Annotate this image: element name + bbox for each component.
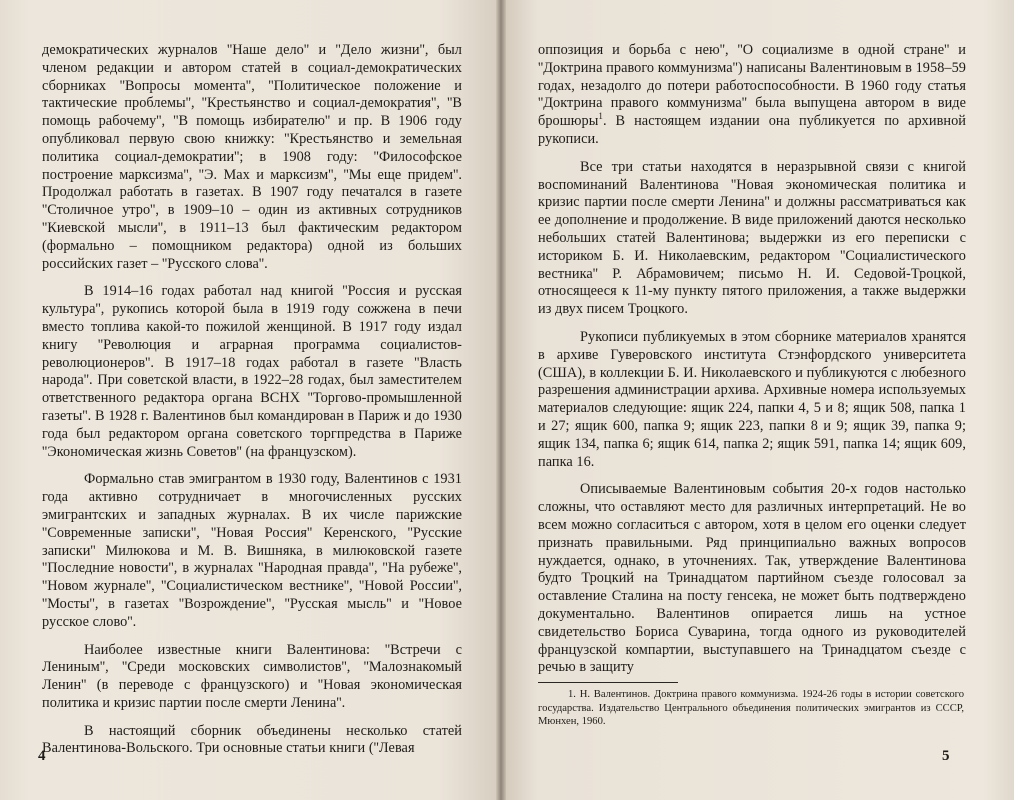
right-page: [502, 0, 1014, 800]
paragraph: Рукописи публикуемых в этом сборнике материалов хранятся в архиве Гуверовского института Стэнфордского университета (США), в коллекции Б. И. Николаевского и публикуются с любезного разрешения администрации архива. Архивные номера используемых материалов следующие: ящик 224, папки 4, 5 и 8; ящик 508, папка 1 и 27; ящик 600, папка 9; ящик 223, папки 8 и 9; ящик 39, папка 9; ящик 134, папка 6; ящик 614, папка 2; ящик 591, папка 14; ящик 609, папка 16.: [538, 328, 966, 470]
paragraph: Формально став эмигрантом в 1930 году, Валентинов с 1931 года активно сотрудничает в многочисленных русских эмигрантских и западных журналах. В их числе парижские ''Современные записки'', ''Новая Россия'' Керенского, ''Русские записки'' Милюкова и М. В. Вишняка, в милюковской газете ''Последние новости'', в журналах ''Народная правда'', ''На рубеже'', ''Новом журнале'', ''Социалистическом вестнике'', ''Новой России'', ''Мосты'', в газетах ''Возрождение'', ''Русская мысль'' и ''Новое русское слово''.: [42, 471, 462, 630]
left-page: [0, 0, 500, 800]
right-page-text: [538, 42, 966, 687]
paragraph: демократических журналов ''Наше дело'' и ''Дело жизни'', был членом редакции и автором статей в социал-демократических сборниках ''Вопросы момента'', ''Политическое положение и тактические проблемы'', ''Крестьянство и социал-демократия'', ''В помощь рабочему'', ''В помощь избирателю'' и пр. В 1906 году опубликовал первую свою книжку: ''Крестьянство и земельная политика социал-демократии''; в 1908 году: ''Философское построение марксизма'', ''Э. Мах и марксизм'', ''Мы еще придем''. Продолжал работать в газетах. В 1907 году печатался в газете ''Столичное утро'', в 1909–10 – один из активных сотрудников ''Киевской мысли'', в 1911–13 был фактическим редактором (формально – помощником редактора) одной из больших российских газет – ''Русского слова''.: [42, 42, 462, 272]
paragraph-tail: . В настоящем издании она публикуется по архивной рукописи.: [538, 113, 966, 147]
paragraph: Описываемые Валентиновым события 20-х годов настолько сложны, что оставляют место для различных интерпретаций. Не во всем можно согласиться с автором, хотя в целом его оценки следует признать правильными. Ряд принципиально важных вопросов нуждается, однако, в уточнениях. Так, утверждение Валентинова будто Троцкий на Тринадцатом партийном съезде голосовал за оставление Сталина на посту генсека, не может быть подтверждено документально. Валентинов опирается лишь на устное свидетельство Бориса Суварина, тогда одного из руководителей французской компартии, выступавшего на Тринадцатом съезде с речью в защиту: [538, 481, 966, 676]
footnote-divider: [538, 682, 678, 683]
page-number: 4: [38, 748, 46, 764]
footnote-marker[interactable]: 1: [598, 111, 603, 122]
paragraph: Наиболее известные книги Валентинова: ''Встречи с Лениным'', ''Среди московских символистов'', ''Малознакомый Ленин'' (в переводе с французского) и ''Новая экономическая политика и кризис партии после смерти Ленина''.: [42, 641, 462, 711]
book-gutter: [496, 0, 506, 800]
left-page-text: [42, 42, 462, 768]
page-number: 5: [942, 748, 950, 764]
paragraph: [538, 42, 966, 149]
paragraph-text: оппозиция и борьба с нею'', ''О социализме в одной стране'' и ''Доктрина правого коммунизма'') написаны Валентиновым в 1958–59 годах, незадолго до потери работоспособности. В 1960 году статья ''Доктрина правого коммунизма'' была выпущена автором в виде брошюры: [538, 42, 966, 130]
paragraph: В настоящий сборник объединены несколько статей Валентинова-Вольского. Три основные статьи книги (''Левая: [42, 722, 462, 757]
paragraph: Все три статьи находятся в неразрывной связи с книгой воспоминаний Валентинова ''Новая экономическая политика и кризис партии после смерти Ленина'' и должны рассматриваться как ее дополнение и продолжение. В виде приложений даются несколько небольших статей Валентинова; выдержки из его переписки с историком Б. И. Николаевским, редактором ''Социалистического вестника'' Р. Абрамовичем; письмо Н. И. Седовой-Троцкой, относящееся к 11-му пункту пятого приложения, а также выдержки из двух писем Троцкого.: [538, 158, 966, 318]
paragraph: В 1914–16 годах работал над книгой ''Россия и русская культура'', рукопись которой была в 1919 году сожжена в печи вместо топлива какой-то пожилой женщиной. В 1917 году издал книгу ''Революция и аграрная программа социалистов-революционеров''. В 1917–18 годах работал в газете ''Власть народа''. При советской власти, в 1922–28 годах, был заместителем ответственного редактора органа ВСНХ ''Торгово-промышленной газеты''. В 1928 г. Валентинов был командирован в Париж и до 1930 года был редактором органа советского торгпредства в Париже ''Экономическая жизнь Советов'' (на французском).: [42, 283, 462, 460]
footnote: 1. Н. Валентинов. Доктрина правого коммунизма. 1924-26 годы в истории советского государства. Издательство Центрального объединения политических эмигрантов из СССР, Мюнхен, 1960.: [538, 689, 964, 728]
